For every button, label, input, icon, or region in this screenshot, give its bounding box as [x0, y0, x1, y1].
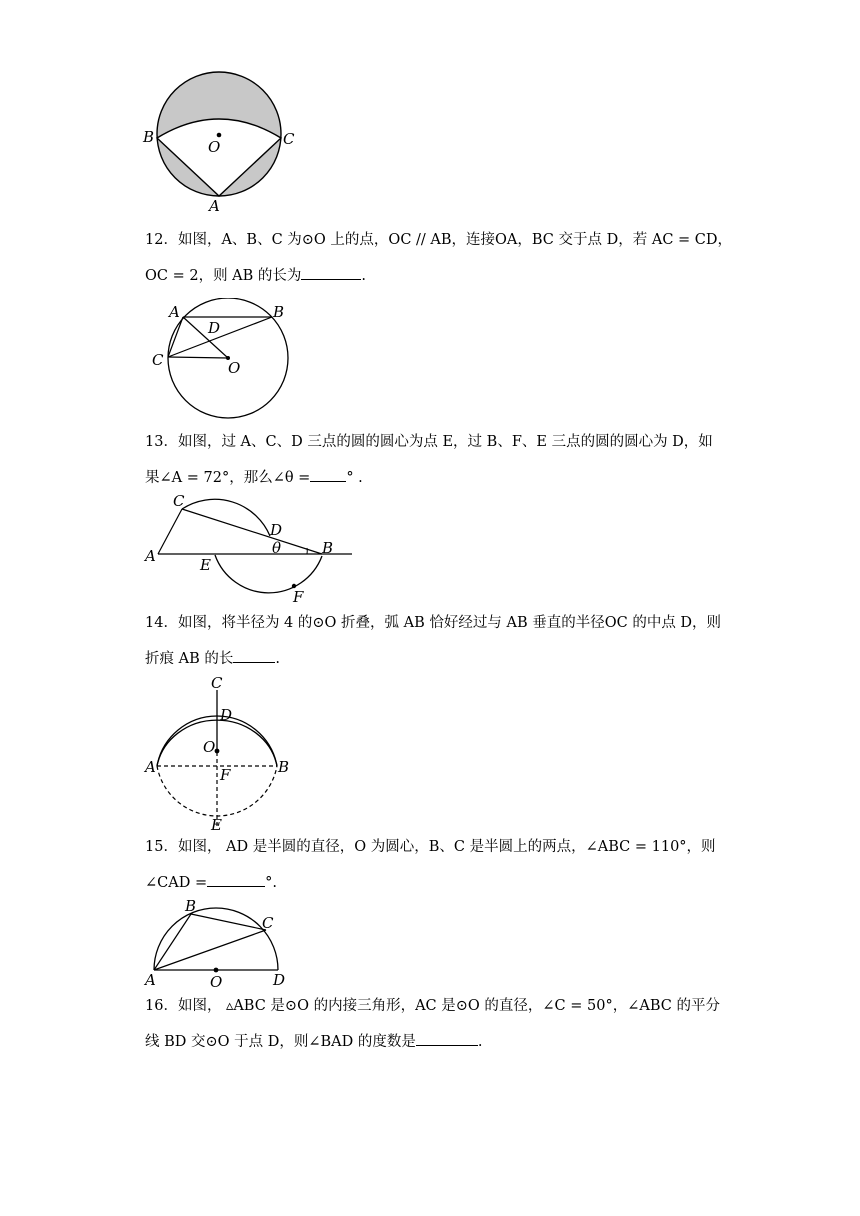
figure-12 [145, 298, 295, 423]
label-C: C [152, 351, 164, 369]
label-C: C [283, 130, 295, 148]
answer-blank-15[interactable] [207, 872, 265, 887]
answer-blank-16[interactable] [416, 1031, 478, 1046]
label-A: A [145, 758, 156, 776]
answer-blank-12[interactable] [301, 265, 361, 280]
question-16-line2: 线 BD 交⊙O 于点 D，则∠BAD 的度数是 . [145, 1031, 735, 1051]
label-C: C [262, 914, 274, 932]
label-A: A [145, 547, 156, 565]
label-F: F [293, 588, 304, 605]
label-O: O [203, 738, 216, 756]
label-D: D [270, 521, 283, 539]
label-F: F [220, 766, 231, 784]
center-point-O [217, 133, 222, 138]
label-O: O [210, 973, 223, 990]
label-theta: θ [272, 539, 282, 557]
figure-11 [140, 66, 300, 216]
figure-13 [142, 490, 357, 605]
label-D: D [220, 706, 233, 724]
label-B: B [278, 758, 290, 776]
question-14-line2: 折痕 AB 的长 . [145, 648, 735, 668]
label-D: D [273, 971, 286, 989]
label-C: C [211, 674, 223, 692]
label-O: O [208, 138, 221, 156]
label-A: A [209, 197, 220, 215]
answer-blank-14[interactable] [233, 648, 275, 663]
answer-blank-13[interactable] [310, 467, 346, 482]
question-15-line2: ∠CAD = °. [145, 872, 735, 892]
label-E: E [200, 556, 211, 574]
label-D: D [208, 319, 221, 337]
label-A: A [145, 971, 156, 989]
label-B: B [143, 128, 155, 146]
label-B: B [273, 303, 285, 321]
question-12-line2: OC = 2，则 AB 的长为 . [145, 265, 735, 285]
figure-14 [140, 672, 300, 832]
question-16-line1: 16．如图， ▵ABC 是⊙O 的内接三角形，AC 是⊙O 的直径，∠C = 50°，∠ABC 的平分 [145, 998, 720, 1014]
label-E: E [211, 816, 222, 832]
label-B: B [322, 539, 334, 557]
question-15-line1: 15．如图， AD 是半圆的直径，O 为圆心，B、C 是半圆上的两点，∠ABC = 110°，则 [145, 839, 716, 855]
figure-15 [140, 895, 300, 990]
question-14-line1: 14．如图，将半径为 4 的⊙O 折叠，弧 AB 恰好经过与 AB 垂直的半径OC 的中点 D，则 [145, 615, 722, 631]
label-O: O [228, 359, 241, 377]
question-13-line2: 果∠A = 72°，那么∠θ = ° . [145, 467, 735, 487]
label-C: C [173, 492, 185, 510]
label-A: A [169, 303, 180, 321]
question-12-line1: 12．如图，A、B、C 为⊙O 上的点，OC // AB，连接OA，BC 交于点 D，若 AC = CD， [145, 232, 733, 248]
question-13-line1: 13．如图，过 A、C、D 三点的圆的圆心为点 E，过 B、F、E 三点的圆的圆心为 D，如 [145, 434, 713, 450]
label-B: B [185, 897, 197, 915]
